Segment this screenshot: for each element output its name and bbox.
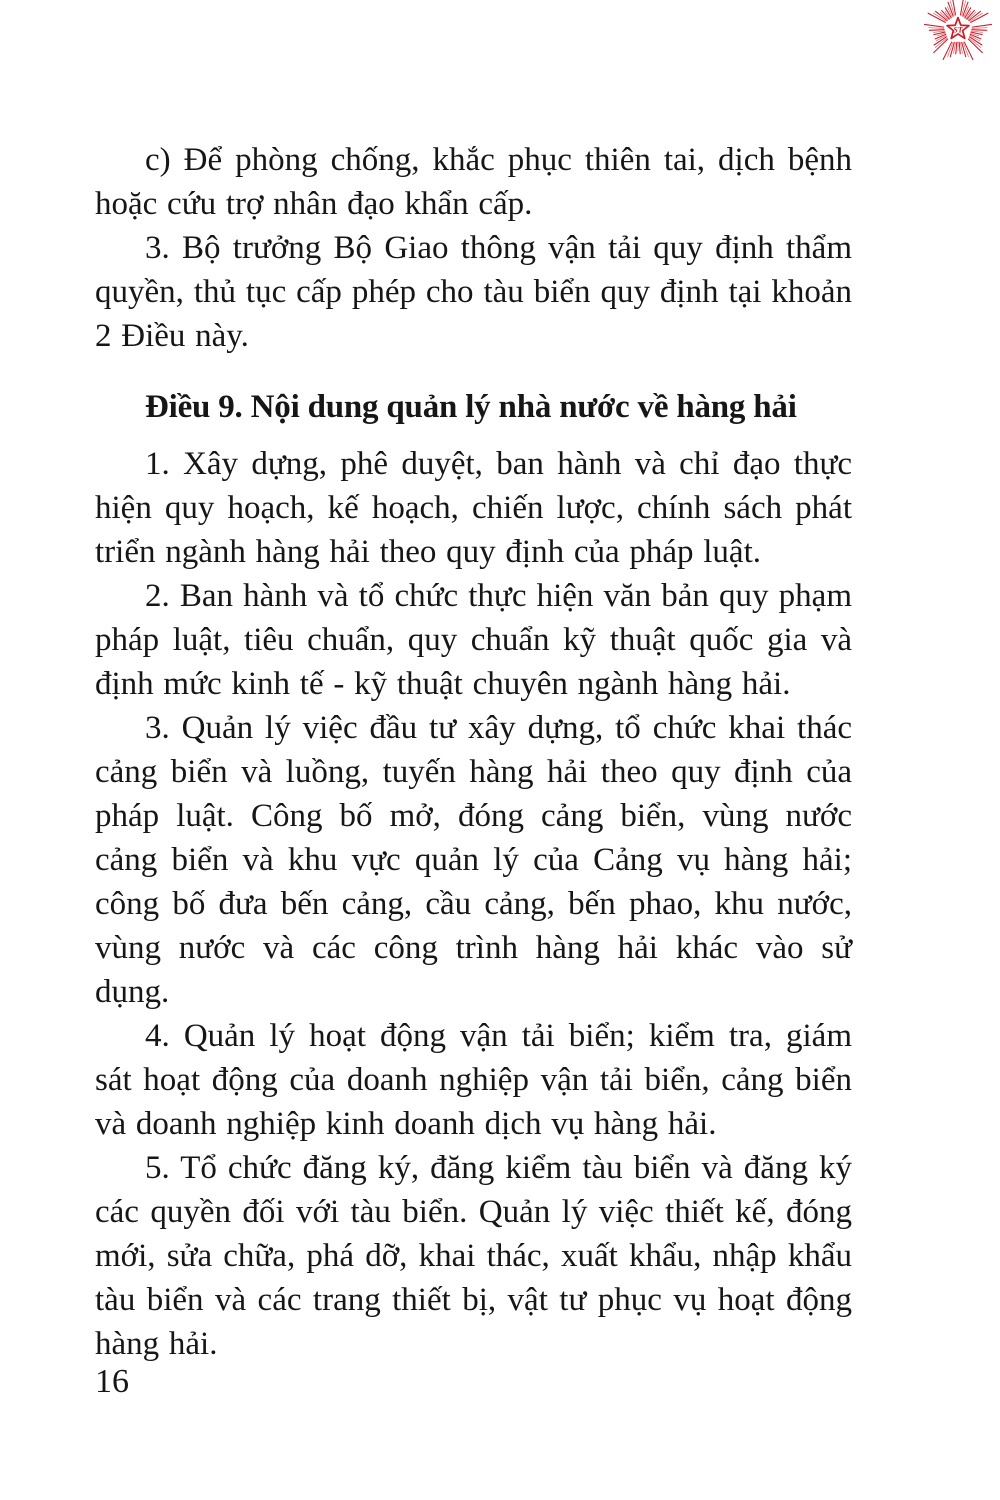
article-9-clause-2: 2. Ban hành và tổ chức thực hiện văn bản quy phạm pháp luật, tiêu chuẩn, quy chuẩn kỹ thuật quốc gia và định mức kinh tế - kỹ thuật chuyên ngành hàng hải. xyxy=(95,578,852,702)
article-9-clause-4: 4. Quản lý hoạt động vận tải biển; kiểm tra, giám sát hoạt động của doanh nghiệp vận tải biển, cảng biển và doanh nghiệp kinh doanh dịch vụ hàng hải. xyxy=(95,1018,852,1142)
page-number: 16 xyxy=(95,1363,129,1400)
paragraph-point-c: c) Để phòng chống, khắc phục thiên tai, dịch bệnh hoặc cứu trợ nhân đạo khẩn cấp. xyxy=(95,142,852,222)
starburst-logo-icon xyxy=(922,0,994,68)
article-9-clause-1: 1. Xây dựng, phê duyệt, ban hành và chỉ đạo thực hiện quy hoạch, kế hoạch, chiến lược, chính sách phát triển ngành hàng hải theo quy định của pháp luật. xyxy=(95,446,852,570)
article-9-heading: Điều 9. Nội dung quản lý nhà nước về hàng hải xyxy=(145,389,797,425)
paragraph-clause-3: 3. Bộ trưởng Bộ Giao thông vận tải quy định thẩm quyền, thủ tục cấp phép cho tàu biển quy định tại khoản 2 Điều này. xyxy=(95,230,852,354)
article-9-clause-5: 5. Tổ chức đăng ký, đăng kiểm tàu biển và đăng ký các quyền đối với tàu biển. Quản lý việc thiết kế, đóng mới, sửa chữa, phá dỡ, khai thác, xuất khẩu, nhập khẩu tàu biển và các trang thiết bị, vật tư phục vụ hoạt động hàng hải. xyxy=(95,1150,852,1362)
article-9-clause-3: 3. Quản lý việc đầu tư xây dựng, tổ chức khai thác cảng biển và luồng, tuyến hàng hải theo quy định của pháp luật. Công bố mở, đóng cảng biển, vùng nước cảng biển và khu vực quản lý của Cảng vụ hàng hải; công bố đưa bến cảng, cầu cảng, bến phao, khu nước, vùng nước và các công trình hàng hải khác vào sử dụng. xyxy=(95,710,852,1010)
publisher-logo xyxy=(922,0,994,68)
page-body xyxy=(95,138,852,1366)
logo-monogram: ST xyxy=(953,25,963,35)
